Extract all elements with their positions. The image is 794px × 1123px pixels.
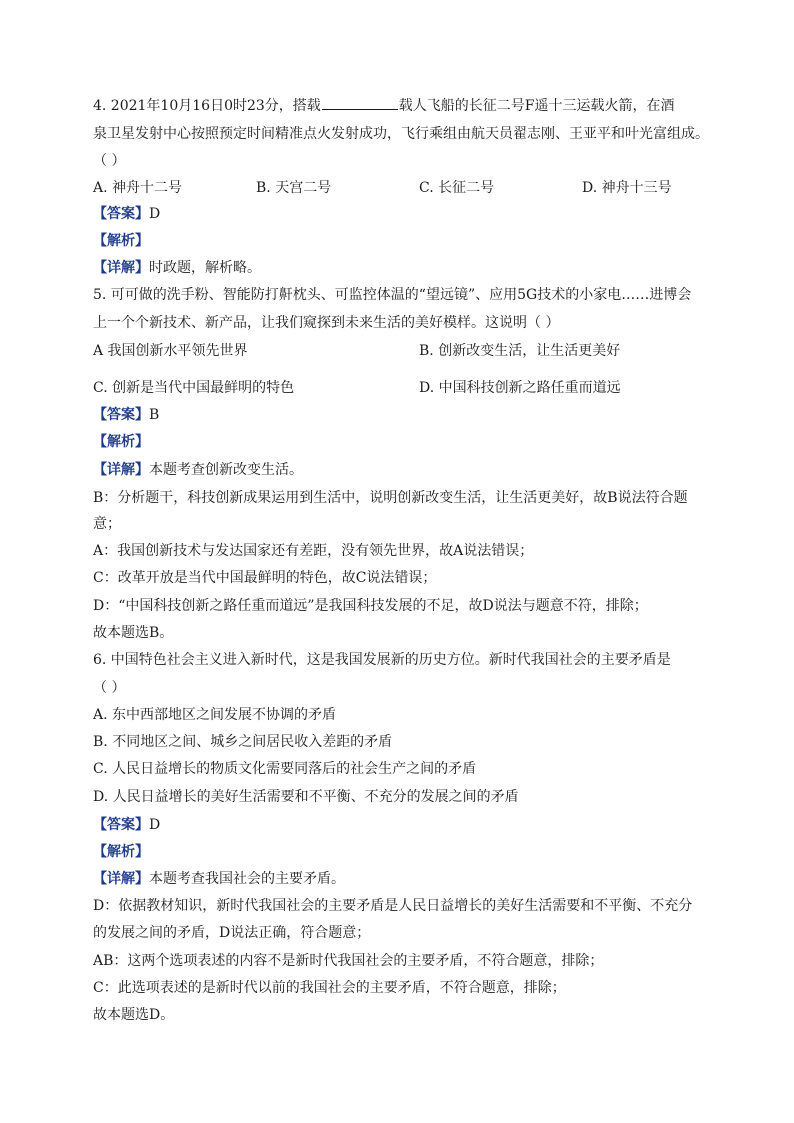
q4-analysis-tag: 【解析】 <box>93 233 149 249</box>
q6-option-b: B. 不同地区之间、城乡之间居民收入差距的矛盾 <box>93 734 393 750</box>
q6-paren: （ ） <box>93 680 126 696</box>
q5-option-c: C. 创新是当代中国最鲜明的特色 <box>93 380 295 396</box>
q6-option-c: C. 人民日益增长的物质文化需要同落后的社会生产之间的矛盾 <box>93 761 477 777</box>
q4-option-b: B. 天宫二号 <box>256 180 332 196</box>
q5-detail-text: 本题考查创新改变生活。 <box>149 462 303 478</box>
q5-option-b: B. 创新改变生活，让生活更美好 <box>419 343 621 359</box>
q5-option-d: D. 中国科技创新之路任重而道远 <box>419 380 621 396</box>
q5-stem-line1: 5. 可可做的洗手粉、智能防打鼾枕头、可监控体温的“望远镜”、应用5G技术的小家电……进博会 <box>93 287 692 303</box>
q4-stem-line2: 泉卫星发射中心按照预定时间精准点火发射成功，飞行乘组由航天员翟志刚、王亚平和叶光富组成。 <box>93 126 709 142</box>
q4-stem-b: 载人飞船的长征二号F遥十三运载火箭，在酒 <box>398 98 675 114</box>
q6-option-a: A. 东中西部地区之间发展不协调的矛盾 <box>93 707 337 723</box>
q4-option-c: C. 长征二号 <box>419 180 495 196</box>
q5-detail <box>93 460 303 480</box>
q6-answer <box>93 815 160 835</box>
q4-option-d: D. 神舟十三号 <box>582 180 672 196</box>
q6-analysis-tag: 【解析】 <box>93 844 149 860</box>
q4-stem-a: 4. 2021年10月16日0时23分，搭载 <box>93 98 321 114</box>
q5-explain-line: C：改革开放是当代中国最鲜明的特色，故C说法错误； <box>93 570 437 586</box>
q4-analysis-heading <box>93 231 149 251</box>
q5-analysis-heading <box>93 432 149 452</box>
q5-answer-tag: 【答案】 <box>93 407 149 423</box>
q4-answer <box>93 204 160 224</box>
q5-answer-value: B <box>149 407 160 423</box>
q5-explain-line: 意； <box>93 516 121 532</box>
q4-detail-text: 时政题，解析略。 <box>149 260 261 276</box>
q6-option-d: D. 人民日益增长的美好生活需要和不平衡、不充分的发展之间的矛盾 <box>93 789 519 805</box>
q6-answer-tag: 【答案】 <box>93 817 149 833</box>
q4-stem-line1 <box>93 95 675 116</box>
q5-answer <box>93 405 159 425</box>
q5-stem-line2: 上一个个新技术、新产品，让我们窥探到未来生活的美好模样。这说明（ ） <box>93 315 560 331</box>
q4-answer-tag: 【答案】 <box>93 206 149 222</box>
q6-detail-text: 本题考查我国社会的主要矛盾。 <box>149 871 345 887</box>
q6-conclusion: 故本题选D。 <box>93 1007 175 1023</box>
q6-stem-line1: 6. 中国特色社会主义进入新时代，这是我国发展新的历史方位。新时代我国社会的主要矛盾是 <box>93 652 671 668</box>
q5-conclusion: 故本题选B。 <box>93 625 174 641</box>
q5-explain-line: A：我国创新技术与发达国家还有差距，没有领先世界，故A说法错误； <box>93 543 534 559</box>
q4-paren: （ ） <box>93 153 126 169</box>
q6-answer-value: D <box>149 817 161 833</box>
q4-answer-value: D <box>149 206 161 222</box>
q5-analysis-tag: 【解析】 <box>93 434 149 450</box>
q6-explain-line: C：此选项表述的是新时代以前的我国社会的主要矛盾，不符合题意，排除； <box>93 980 566 996</box>
q5-explain-line: D：“中国科技创新之路任重而道远”是我国科技发展的不足，故D说法与题意不符，排除； <box>93 598 648 614</box>
q6-explain-line: D：依据教材知识，新时代我国社会的主要矛盾是人民日益增长的美好生活需要和不平衡、不充分 <box>93 898 693 914</box>
q6-explain-line: 的发展之间的矛盾，D说法正确，符合题意； <box>93 925 371 941</box>
q6-detail-tag: 【详解】 <box>93 871 149 887</box>
q6-analysis-heading <box>93 842 149 862</box>
q4-detail-tag: 【详解】 <box>93 260 149 276</box>
q5-detail-tag: 【详解】 <box>93 462 149 478</box>
q5-explain-line: B：分析题干，科技创新成果运用到生活中，说明创新改变生活，让生活更美好，故B说法符合题 <box>93 490 688 506</box>
q6-explain-line: AB：这两个选项表述的内容不是新时代我国社会的主要矛盾，不符合题意，排除； <box>93 953 604 969</box>
q4-option-a: A. 神舟十二号 <box>93 180 183 196</box>
q6-detail <box>93 869 345 889</box>
q5-option-a: A 我国创新水平领先世界 <box>93 343 248 359</box>
q4-answer-blank <box>322 95 398 110</box>
q4-detail <box>93 258 261 278</box>
